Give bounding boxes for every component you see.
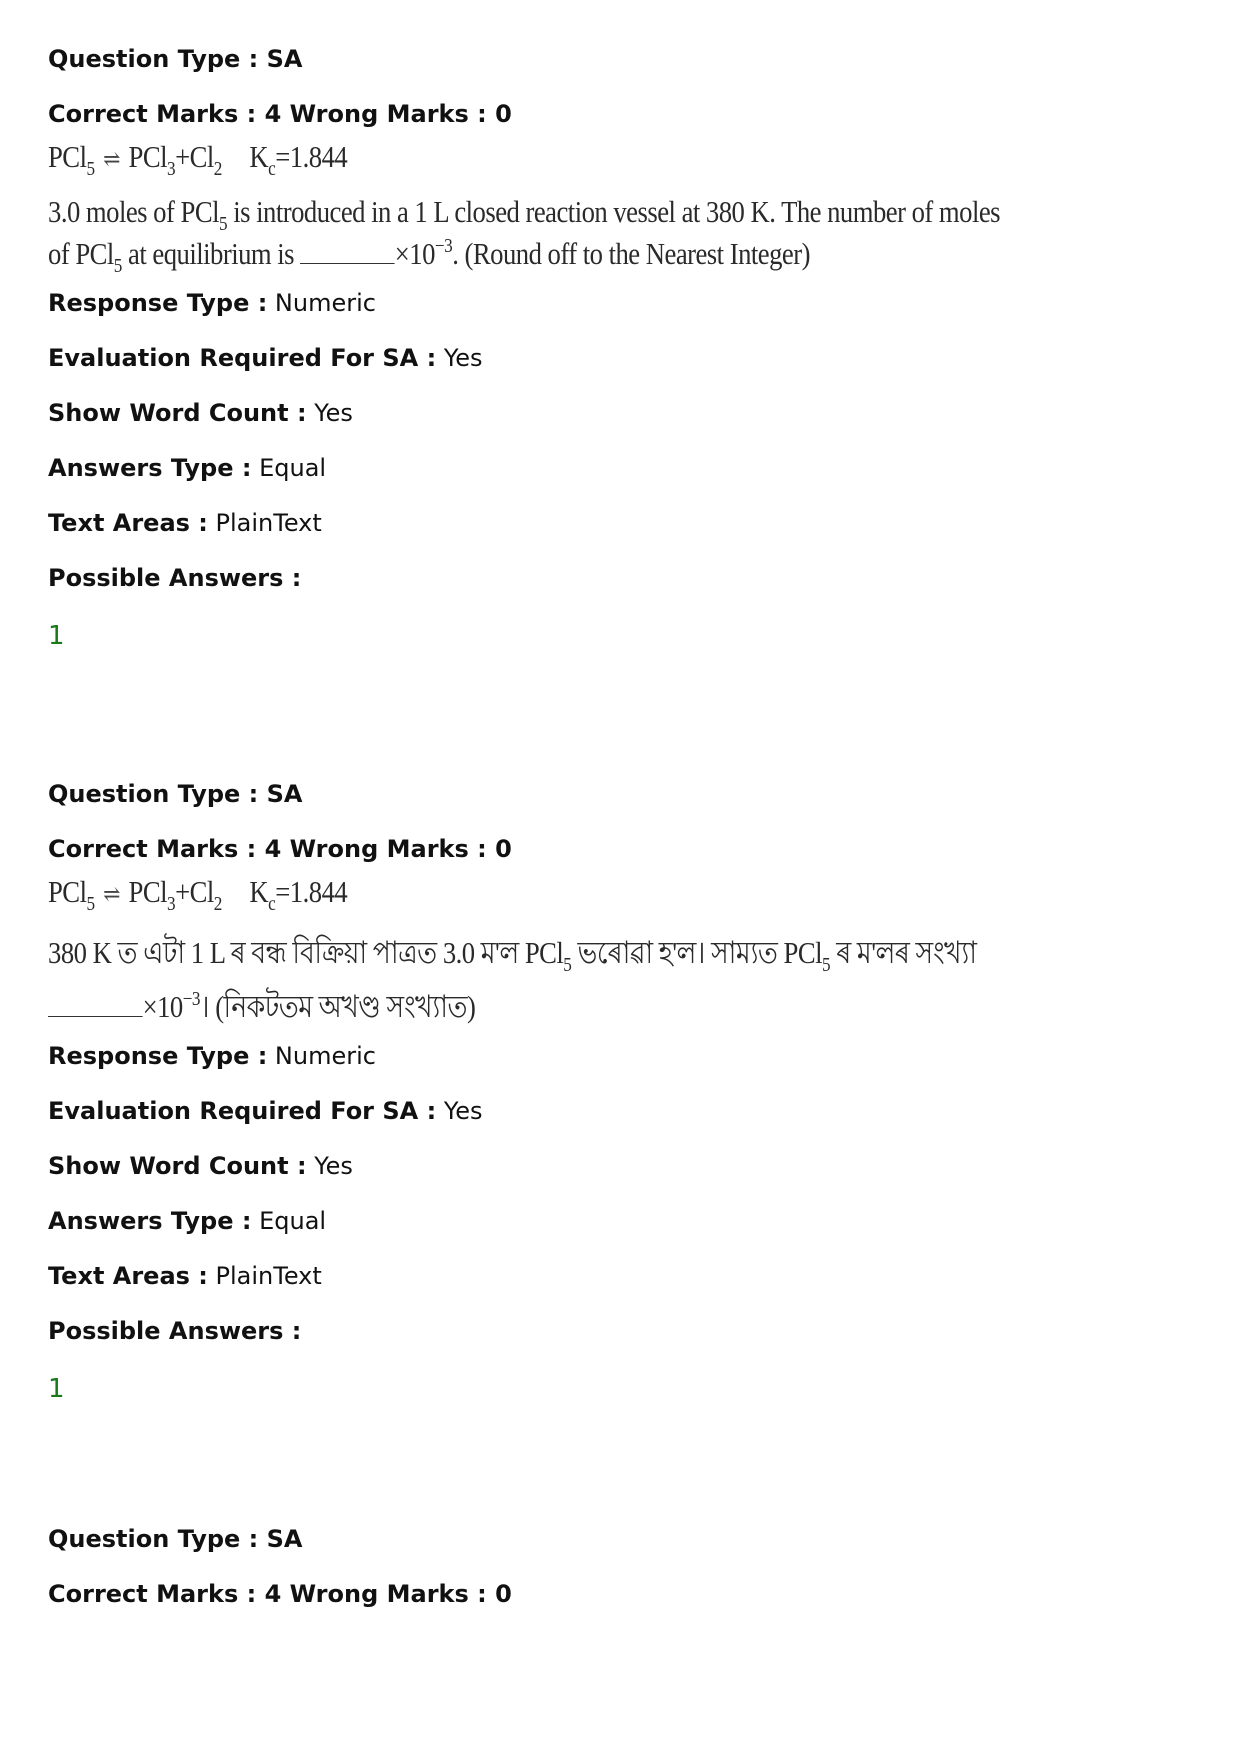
text-areas: Text Areas : PlainText: [48, 509, 322, 537]
response-type: Response Type : Numeric: [48, 1042, 376, 1070]
question-text-line-2: of PCl$_5$ at equilibrium is $\times 10^{-3}$. (Round off to the Nearest Integer): [48, 235, 810, 277]
marks-line: Correct Marks : 4 Wrong Marks : 0: [48, 835, 512, 863]
show-word-count: Show Word Count : Yes: [48, 399, 353, 427]
question-body: [48, 872, 1198, 1027]
question-1: [48, 44, 1198, 651]
possible-answers-label: Possible Answers :: [48, 1317, 302, 1345]
answer-blank: [300, 237, 395, 264]
question-text-line-1: 3.0 moles of PCl$_5$ is introduced in a 1 L closed reaction vessel at 380 K. The number of moles: [48, 194, 1001, 235]
possible-answer: 1: [48, 1374, 65, 1404]
answers-type: Answers Type : Equal: [48, 1207, 327, 1235]
possible-answers-label: Possible Answers :: [48, 564, 302, 592]
evaluation-required: Evaluation Required For SA : Yes: [48, 1097, 483, 1125]
question-type: Question Type : SA: [48, 780, 303, 808]
question-2: [48, 779, 1198, 1404]
text-areas: Text Areas : PlainText: [48, 1262, 322, 1290]
evaluation-required: Evaluation Required For SA : Yes: [48, 344, 483, 372]
marks-line: Correct Marks : 4 Wrong Marks : 0: [48, 100, 512, 128]
equation: PCl$_5$ ⇌ $PCl_3+Cl_2$ $K_c=1.844$: [48, 874, 348, 915]
answer-blank: [48, 990, 143, 1017]
question-text-line-2: $\times 10^{-3}।$ (নিকটতম অখণ্ড সংখ্যাত): [48, 987, 1037, 1027]
question-3: [48, 1524, 1198, 1609]
question-type: Question Type : SA: [48, 1525, 303, 1553]
question-text-line-1: 380 K ত এটা 1 L ৰ বন্ধ বিক্ৰিয়া পাত্ৰত 3.0 ম'ল PCl$_5$ ভৰোৱা হ'ল। সাম্যত PCl$_5$ ৰ ম'লৰ সংখ্যা: [48, 935, 977, 976]
possible-answer: 1: [48, 621, 65, 651]
equation: PCl$_5$ ⇌ $PCl_3+Cl_2$ $K_c=1.844$: [48, 139, 348, 180]
question-body: [48, 137, 1198, 277]
question-type: Question Type : SA: [48, 45, 303, 73]
answers-type: Answers Type : Equal: [48, 454, 327, 482]
show-word-count: Show Word Count : Yes: [48, 1152, 353, 1180]
marks-line: Correct Marks : 4 Wrong Marks : 0: [48, 1580, 512, 1608]
response-type: Response Type : Numeric: [48, 289, 376, 317]
